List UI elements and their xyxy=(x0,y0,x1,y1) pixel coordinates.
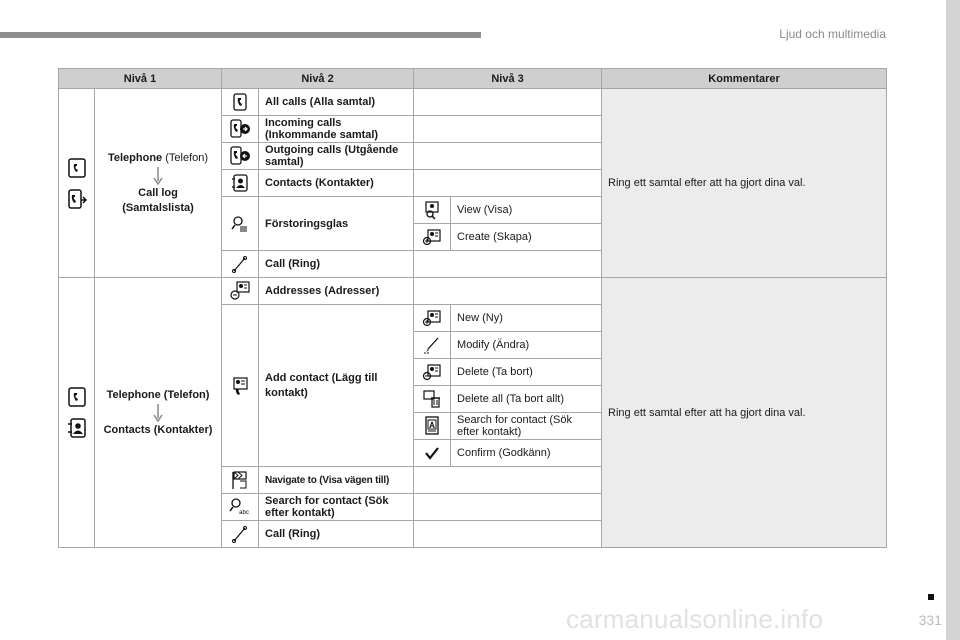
level3-new[interactable]: New (Ny) xyxy=(451,305,602,332)
level1-subtitle: Contacts (Kontakter) xyxy=(103,423,213,436)
level1-telephone-calllog xyxy=(95,89,222,278)
handset-icon xyxy=(231,255,249,273)
alphabet-search-icon xyxy=(423,416,441,436)
phone-icon xyxy=(66,157,88,179)
trash-icon xyxy=(422,389,442,409)
watermark: carmanualsonline.info xyxy=(566,604,824,634)
modify-icon-cell xyxy=(414,332,451,359)
col-header-comments: Kommentarer xyxy=(602,69,887,89)
page-side-strip xyxy=(946,0,960,640)
confirm-icon-cell xyxy=(414,440,451,467)
level2-all-calls[interactable]: All calls (Alla samtal) xyxy=(259,89,414,116)
level2-outgoing-calls[interactable]: Outgoing calls (Utgående samtal) xyxy=(259,143,414,170)
empty-cell xyxy=(414,89,602,116)
level1-title-extra: (Telefon) xyxy=(162,151,209,164)
svg-text:A: A xyxy=(429,421,435,430)
phone-icon xyxy=(66,386,88,408)
level2-addresses[interactable]: Addresses (Adresser) xyxy=(259,278,414,305)
empty-cell xyxy=(414,278,602,305)
level2-navigate[interactable]: Navigate to (Visa vägen till) xyxy=(259,467,414,494)
empty-cell xyxy=(414,494,602,521)
menu-table xyxy=(58,68,887,548)
address-card-icon xyxy=(229,281,251,301)
add-contact-icon xyxy=(230,376,250,396)
view-icon-cell xyxy=(414,197,451,224)
call-log-icon xyxy=(66,188,88,210)
level1-telephone-contacts xyxy=(95,278,222,548)
addresses-icon-cell xyxy=(222,278,259,305)
level3-view[interactable]: View (Visa) xyxy=(451,197,602,224)
add-contact-icon-cell xyxy=(222,305,259,467)
level2-magnifier[interactable]: Förstoringsglas xyxy=(259,197,414,251)
level1-title: Telephone (Telefon) xyxy=(106,388,210,401)
checkmark-icon xyxy=(425,446,439,460)
level3-confirm[interactable]: Confirm (Godkänn) xyxy=(451,440,602,467)
level1-icons xyxy=(59,89,95,278)
col-header-level1: Nivå 1 xyxy=(59,69,222,89)
call-icon-cell xyxy=(222,251,259,278)
incoming-call-icon xyxy=(229,119,251,139)
level3-modify[interactable]: Modify (Ändra) xyxy=(451,332,602,359)
page-number: 331 xyxy=(918,612,942,628)
table-row xyxy=(59,278,887,305)
level3-delete[interactable]: Delete (Ta bort) xyxy=(451,359,602,386)
magnifier-icon xyxy=(231,215,249,233)
create-icon-cell xyxy=(414,224,451,251)
call-icon-cell xyxy=(222,521,259,548)
level2-call[interactable]: Call (Ring) xyxy=(259,251,414,278)
comment-group1: Ring ett samtal efter att ha gjort dina val. xyxy=(602,89,887,278)
search-abc-icon xyxy=(229,497,251,517)
page-marker xyxy=(928,594,934,600)
navigate-icon-cell xyxy=(222,467,259,494)
delete-icon-cell xyxy=(414,359,451,386)
phone-icon xyxy=(232,93,248,111)
outgoing-icon-cell xyxy=(222,143,259,170)
incoming-icon-cell xyxy=(222,116,259,143)
view-icon xyxy=(422,200,442,220)
empty-cell xyxy=(414,116,602,143)
search-abc-icon-cell xyxy=(222,494,259,521)
empty-cell xyxy=(414,143,602,170)
empty-cell xyxy=(414,467,602,494)
delete-contact-icon xyxy=(422,363,442,381)
level3-delete-all[interactable]: Delete all (Ta bort allt) xyxy=(451,386,602,413)
col-header-level2: Nivå 2 xyxy=(222,69,414,89)
svg-text:abc: abc xyxy=(239,510,249,516)
empty-cell xyxy=(414,170,602,197)
contacts-icon xyxy=(230,173,250,193)
level2-incoming-calls[interactable]: Incoming calls (Inkommande samtal) xyxy=(259,116,414,143)
level1-subtitle: Call log (Samtalslista) xyxy=(122,186,194,214)
new-icon-cell xyxy=(414,305,451,332)
arrow-down-icon xyxy=(153,404,163,422)
arrow-down-icon xyxy=(153,167,163,185)
delete-all-icon-cell xyxy=(414,386,451,413)
level1-title: Telephone xyxy=(107,151,163,164)
level3-search-contact[interactable]: Search for contact (Sök efter kontakt) xyxy=(451,413,602,440)
contacts-icon-cell xyxy=(222,170,259,197)
level3-create[interactable]: Create (Skapa) xyxy=(451,224,602,251)
section-title: Ljud och multimedia xyxy=(779,27,886,41)
level2-add-contact[interactable]: Add contact (Lägg till kontakt) xyxy=(259,305,414,467)
level2-search-contact[interactable]: Search for contact (Sök efter kontakt) xyxy=(259,494,414,521)
magnifier-icon-cell xyxy=(222,197,259,251)
new-contact-icon xyxy=(422,309,442,327)
empty-cell xyxy=(414,521,602,548)
all-calls-icon-cell xyxy=(222,89,259,116)
level2-contacts[interactable]: Contacts (Kontakter) xyxy=(259,170,414,197)
col-header-level3: Nivå 3 xyxy=(414,69,602,89)
level1-icons xyxy=(59,278,95,548)
empty-cell xyxy=(414,251,602,278)
top-rule xyxy=(0,32,481,38)
navigate-flag-icon xyxy=(230,470,250,490)
handset-icon xyxy=(231,525,249,543)
create-contact-icon xyxy=(422,228,442,246)
edit-pencil-icon xyxy=(422,335,442,355)
outgoing-call-icon xyxy=(229,146,251,166)
contacts-icon xyxy=(66,417,88,439)
search-letter-icon-cell xyxy=(414,413,451,440)
level2-call[interactable]: Call (Ring) xyxy=(259,521,414,548)
comment-group2: Ring ett samtal efter att ha gjort dina val. xyxy=(602,278,887,548)
table-row xyxy=(59,89,887,116)
